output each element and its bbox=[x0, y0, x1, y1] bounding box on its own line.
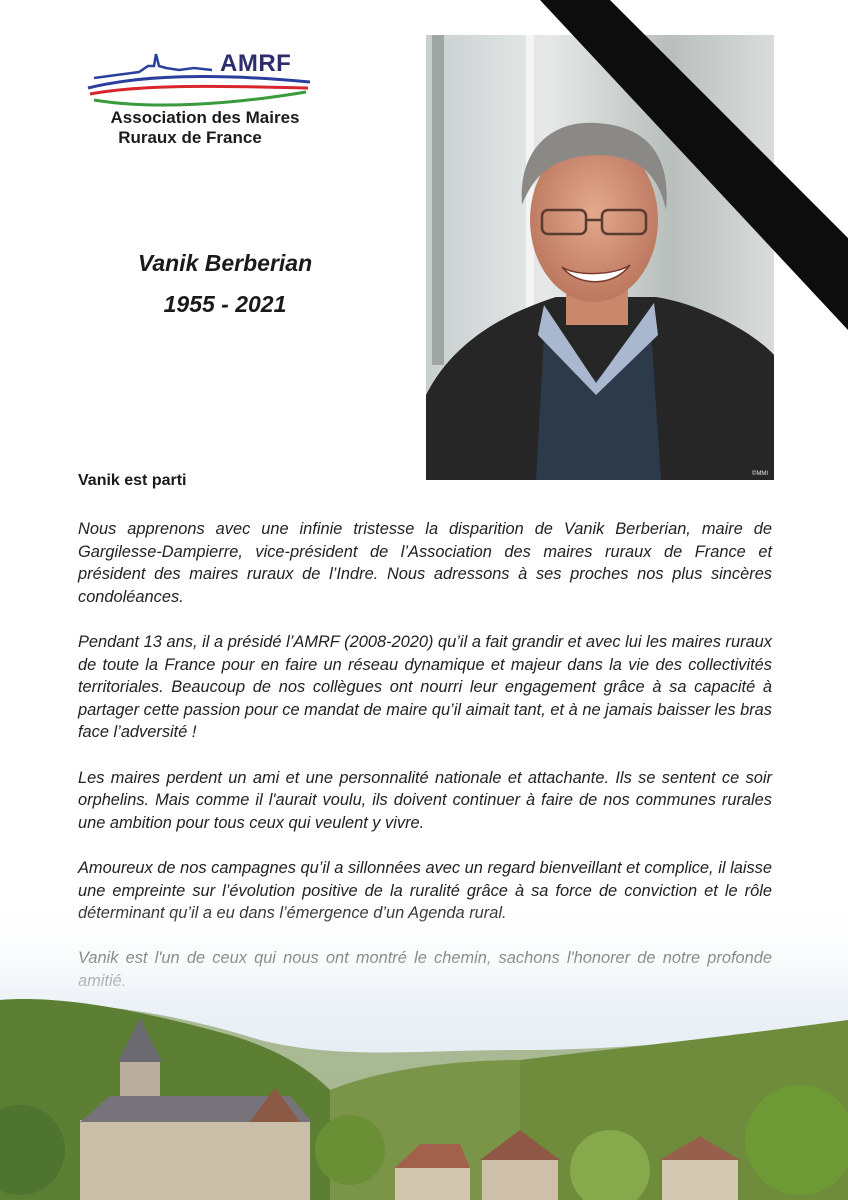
paragraph-3: Les maires perdent un ami et une personnalité nationale et attachante. Ils se sentent ce soir orphelins. Mais comme il l'aurait voulu, ils doivent continuer à faire de nos communes rurales une ambition pour tous ceux qui veulent y vivre. bbox=[78, 768, 772, 832]
logo-line-1: Association des Maires bbox=[110, 108, 300, 127]
paragraph-1: Nous apprenons avec une infinie tristesse la disparition de Vanik Berberian, maire de Gargilesse-Dampierre, vice-président de l’Association des maires ruraux de France et président des maires ruraux de l’Indre. Nous adressons à ses proches nos plus sincères condoléances. bbox=[78, 520, 772, 606]
amrf-logo bbox=[84, 44, 324, 154]
article-heading: Vanik est parti bbox=[78, 472, 187, 489]
paragraph-4: Amoureux de nos campagnes qu’il a sillonnées avec un regard bienveillant et complice, il laisse une empreinte sur l’évolution positive de la ruralité grâce à sa force de conviction et le rôle bbox=[78, 858, 772, 900]
person-dates: 1955 - 2021 bbox=[163, 291, 287, 317]
logo-line-2: Ruraux de France bbox=[118, 128, 262, 147]
logo-acronym: AMRF bbox=[220, 50, 292, 77]
portrait-photo bbox=[426, 35, 774, 480]
village-landscape-image bbox=[0, 900, 848, 1200]
person-name: Vanik Berberian bbox=[137, 250, 313, 276]
paragraph-2: Pendant 13 ans, il a présidé l’AMRF (2008-2020) qu’il a fait grandir et avec lui les maires ruraux de toute la France pour en faire un réseau dynamique et majeur dans la vie des collectivités territoriales. Beaucoup de nos collègues ont nourri leur engagement grâce à sa capacité à partager cette passion pour ce mandat de maire qu’il aimait tant, et à ne jamais baisser les bras face l’adversité ! bbox=[78, 632, 772, 742]
photo-credit: ©MMI bbox=[751, 471, 768, 477]
